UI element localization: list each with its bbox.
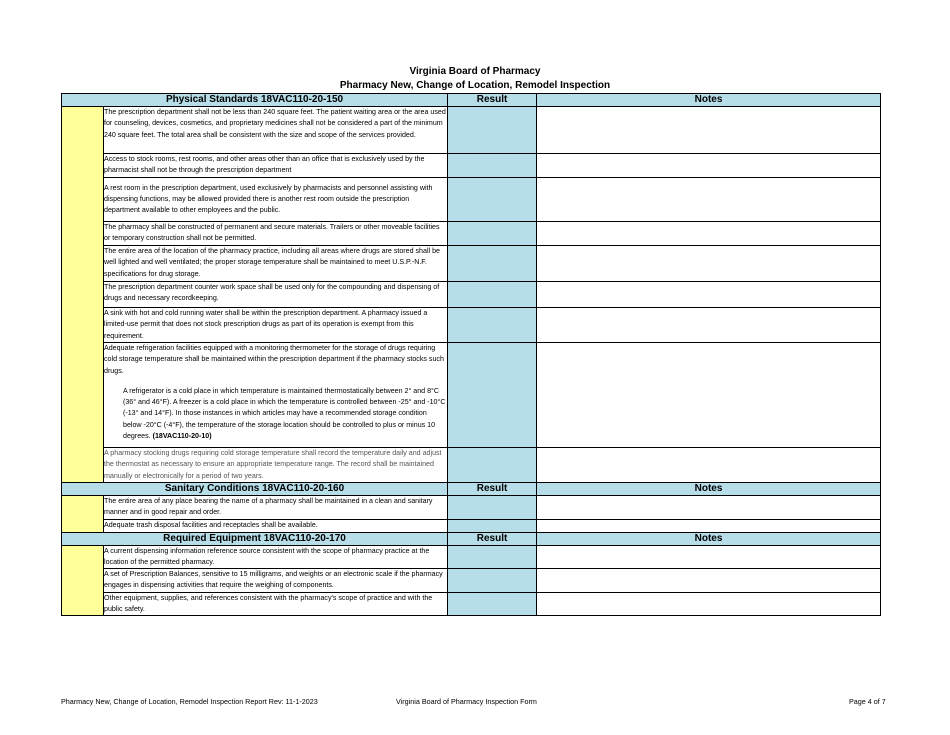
- requirement-text: A set of Prescription Balances, sensitive to 15 milligrams, and weights or an electronic scale if the pharmacy engages in dispensing activities that require the weighing of components.: [104, 569, 448, 593]
- notes-cell[interactable]: [537, 282, 881, 308]
- definition-text: A refrigerator is a cold place in which temperature is maintained thermostatically between 2° and 8°C (36° and 46°F). A freezer is a cold place in which the temperature is controlled between -25° and -10°C (-13° and 14°F). In those instances in which articles may have a recommended storage condition below -20°C (-4°F), the temperature of the storage location should be controlled to plus or minus 10 degrees.: [123, 386, 446, 441]
- requirement-text: Other equipment, supplies, and references consistent with the pharmacy's scope of practice and with the public safety.: [104, 592, 448, 616]
- table-row: [62, 569, 881, 593]
- requirement-text: A rest room in the prescription department, used exclusively by pharmacists and personnel assisting with dispensing functions, may be allowed provided there is another rest room outside the prescription department available to other employees and the public.: [104, 178, 448, 222]
- requirement-text: A sink with hot and cold running water shall be within the prescription department. A pharmacy issued a limited-use permit that does not stock prescription drugs as part of its operation is exempt from this requirement.: [104, 308, 448, 343]
- table-row: [62, 496, 881, 520]
- result-column-header: Result: [448, 483, 537, 496]
- notes-column-header: Notes: [537, 532, 881, 545]
- result-cell[interactable]: [448, 519, 537, 532]
- result-column-header: Result: [448, 532, 537, 545]
- notes-cell[interactable]: [537, 496, 881, 520]
- section-header: [62, 94, 881, 107]
- notes-cell[interactable]: [537, 222, 881, 246]
- result-cell[interactable]: [448, 308, 537, 343]
- section-header: [62, 532, 881, 545]
- notes-cell[interactable]: [537, 107, 881, 154]
- result-column-header: Result: [448, 94, 537, 107]
- result-cell[interactable]: [448, 569, 537, 593]
- table-row: [62, 308, 881, 343]
- result-cell[interactable]: [448, 545, 537, 569]
- table-row: [62, 178, 881, 222]
- section-title: Sanitary Conditions 18VAC110-20-160: [62, 483, 448, 496]
- notes-column-header: Notes: [537, 94, 881, 107]
- table-row: [62, 545, 881, 569]
- footer-page-number: Page 4 of 7: [849, 697, 886, 706]
- result-cell[interactable]: [448, 178, 537, 222]
- table-row: [62, 519, 881, 532]
- table-row: [62, 343, 881, 448]
- section-title: Required Equipment 18VAC110-20-170: [62, 532, 448, 545]
- inspection-table: [61, 93, 881, 616]
- table-row: [62, 107, 881, 154]
- result-cell[interactable]: [448, 246, 537, 282]
- requirement-text: The entire area of any place bearing the name of a pharmacy shall be maintained in a clean and sanitary manner and in good repair and order.: [104, 496, 448, 520]
- requirement-text: [104, 343, 448, 448]
- requirement-main-text: Adequate refrigeration facilities equipped with a monitoring thermometer for the storage of drugs requiring cold storage temperature shall be maintained within the prescription department if the pharmacy stocks such drugs.: [104, 344, 444, 375]
- notes-cell[interactable]: [537, 154, 881, 178]
- requirement-text: Adequate trash disposal facilities and receptacles shall be available.: [104, 519, 448, 532]
- status-column[interactable]: [62, 107, 104, 483]
- form-subtitle: Pharmacy New, Change of Location, Remodel Inspection: [339, 80, 611, 91]
- result-cell[interactable]: [448, 154, 537, 178]
- table-row: [62, 282, 881, 308]
- requirement-text: The prescription department shall not be less than 240 square feet. The patient waiting area or the area used for counseling, devices, cosmetics, and proprietary medicines shall not be considered a part of the minimum 240 square feet. The total area shall be consistent with the size and scope of the services provided.: [104, 107, 448, 154]
- requirement-text: Access to stock rooms, rest rooms, and other areas other than an office that is exclusively used by the pharmacist shall not be through the prescription department: [104, 154, 448, 178]
- notes-cell[interactable]: [537, 569, 881, 593]
- notes-cell[interactable]: [537, 343, 881, 448]
- section-title: Physical Standards 18VAC110-20-150: [62, 94, 448, 107]
- table-row: [62, 448, 881, 483]
- regulation-reference: (18VAC110-20-10): [152, 432, 212, 441]
- table-row: [62, 246, 881, 282]
- footer-form-name: Virginia Board of Pharmacy Inspection Form: [396, 697, 537, 706]
- table-row: [62, 222, 881, 246]
- requirement-text: A current dispensing information reference source consistent with the scope of pharmacy practice at the location of the permitted pharmacy.: [104, 545, 448, 569]
- requirement-text: The prescription department counter work space shall be used only for the compounding and dispensing of drugs and necessary recordkeeping.: [104, 282, 448, 308]
- table-row: [62, 154, 881, 178]
- footer-report-revision: Pharmacy New, Change of Location, Remodel Inspection Report Rev: 11-1-2023: [61, 697, 318, 706]
- notes-cell[interactable]: [537, 448, 881, 483]
- requirement-definition: [104, 386, 447, 442]
- result-cell[interactable]: [448, 282, 537, 308]
- notes-cell[interactable]: [537, 178, 881, 222]
- result-cell[interactable]: [448, 107, 537, 154]
- notes-cell[interactable]: [537, 592, 881, 616]
- notes-cell[interactable]: [537, 545, 881, 569]
- result-cell[interactable]: [448, 592, 537, 616]
- result-cell[interactable]: [448, 222, 537, 246]
- form-title: Virginia Board of Pharmacy: [409, 66, 541, 77]
- requirement-text: The pharmacy shall be constructed of permanent and secure materials. Trailers or other moveable facilities or temporary construction shall not be permitted.: [104, 222, 448, 246]
- notes-cell[interactable]: [537, 519, 881, 532]
- result-cell[interactable]: [448, 496, 537, 520]
- result-cell[interactable]: [448, 448, 537, 483]
- result-cell[interactable]: [448, 343, 537, 448]
- status-column[interactable]: [62, 545, 104, 616]
- notes-column-header: Notes: [537, 483, 881, 496]
- table-row: [62, 592, 881, 616]
- notes-cell[interactable]: [537, 308, 881, 343]
- requirement-text: The entire area of the location of the pharmacy practice, including all areas where drugs are stored shall be well lighted and well ventilated; the proper storage temperature shall be maintained to meet U.S.P.-N.F. specifications for drug storage.: [104, 246, 448, 282]
- status-column[interactable]: [62, 496, 104, 533]
- requirement-text: A pharmacy stocking drugs requiring cold storage temperature shall record the temperature daily and adjust the thermostat as necessary to ensure an appropriate temperature range. The record shall be maintained manually or electronically for a period of two years.: [104, 448, 448, 483]
- notes-cell[interactable]: [537, 246, 881, 282]
- section-header: [62, 483, 881, 496]
